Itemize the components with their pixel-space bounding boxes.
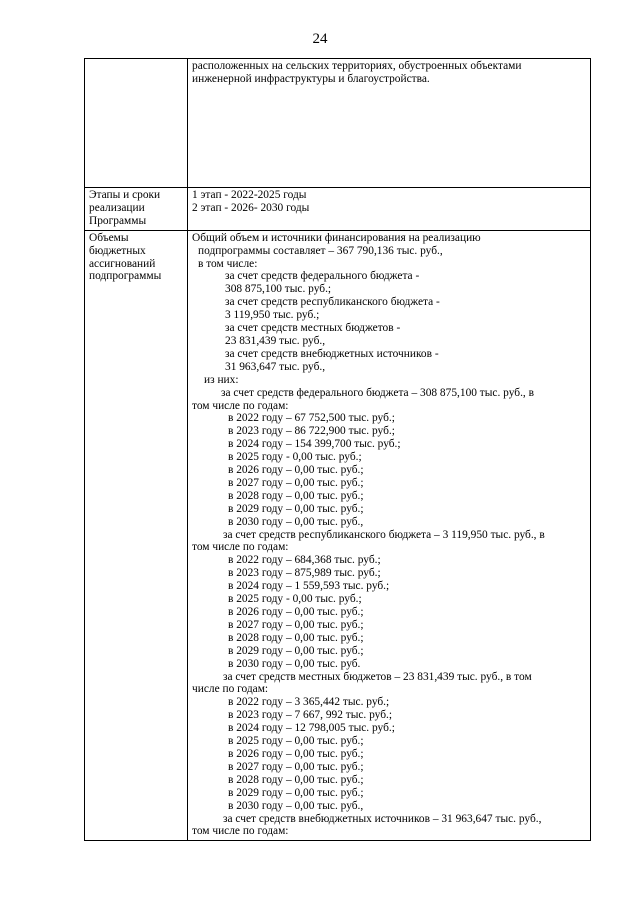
federal-header: за счет средств федерального бюджета – 308 875,100 тыс. руб., в xyxy=(221,386,534,399)
republican-year-line: в 2029 году – 0,00 тыс. руб.; xyxy=(228,644,364,657)
intro-line: в том числе: xyxy=(198,257,258,270)
stage-line: 1 этап - 2022-2025 годы xyxy=(192,189,307,201)
passport-table xyxy=(84,58,591,841)
content-line: расположенных на сельских территориях, обустроенных объектами xyxy=(192,60,522,72)
table-row-results xyxy=(85,59,591,188)
federal-header-cont: том числе по годам: xyxy=(192,399,289,412)
row-label: реализации xyxy=(89,201,145,214)
row-label: бюджетных xyxy=(89,244,146,257)
source-amount: 3 119,950 тыс. руб.; xyxy=(225,309,320,322)
row-label: Программы xyxy=(89,214,147,227)
republican-year-line: в 2025 году - 0,00 тыс. руб.; xyxy=(228,593,362,606)
row-label-cell xyxy=(85,188,188,231)
row-label: Этапы и сроки xyxy=(89,189,161,201)
local-year-line: в 2028 году – 0,00 тыс. руб.; xyxy=(228,773,364,786)
republican-header: за счет средств республиканского бюджета – 3 119,950 тыс. руб., в xyxy=(223,528,545,541)
local-year-line: в 2023 году – 7 667, 992 тыс. руб.; xyxy=(228,709,393,722)
source-amount: 23 831,439 тыс. руб., xyxy=(225,334,326,347)
local-year-line: в 2030 году – 0,00 тыс. руб., xyxy=(228,799,364,812)
local-header-cont: числе по годам: xyxy=(192,683,269,696)
content-line: инженерной инфраструктуры и благоустройства. xyxy=(192,72,430,85)
source-line: за счет средств федерального бюджета - xyxy=(225,270,420,283)
row-label-cell xyxy=(85,230,188,841)
republican-year-line: в 2030 году – 0,00 тыс. руб. xyxy=(228,657,361,670)
republican-year-line: в 2022 году – 684,368 тыс. руб.; xyxy=(228,554,381,567)
federal-year-line: в 2022 году – 67 752,500 тыс. руб.; xyxy=(228,412,395,425)
table-row-budget xyxy=(85,230,591,841)
row-label: Объемы xyxy=(89,231,129,244)
table-row-stages xyxy=(85,188,591,231)
local-year-line: в 2024 году – 12 798,005 тыс. руб.; xyxy=(228,722,395,735)
row-label-cell xyxy=(85,59,188,188)
intro-line: Общий объем и источники финансирования на реализацию xyxy=(192,231,481,244)
row-label: ассигнований xyxy=(89,257,156,270)
federal-year-line: в 2025 году - 0,00 тыс. руб.; xyxy=(228,451,362,464)
federal-year-line: в 2024 году – 154 399,700 тыс. руб.; xyxy=(228,438,401,451)
republican-header-cont: том числе по годам: xyxy=(192,541,289,554)
local-year-line: в 2025 году – 0,00 тыс. руб.; xyxy=(228,735,364,748)
source-amount: 308 875,100 тыс. руб.; xyxy=(225,283,332,296)
row-content-cell xyxy=(188,59,591,188)
federal-year-line: в 2030 году – 0,00 тыс. руб., xyxy=(228,515,364,528)
republican-year-line: в 2024 году – 1 559,593 тыс. руб.; xyxy=(228,580,390,593)
federal-year-line: в 2029 году – 0,00 тыс. руб.; xyxy=(228,502,364,515)
local-year-line: в 2026 году – 0,00 тыс. руб.; xyxy=(228,747,364,760)
republican-year-line: в 2026 году – 0,00 тыс. руб.; xyxy=(228,606,364,618)
federal-year-line: в 2023 году – 86 722,900 тыс. руб.; xyxy=(228,425,395,438)
republican-year-line: в 2023 году – 875,989 тыс. руб.; xyxy=(228,567,381,580)
row-content-cell xyxy=(188,188,591,231)
local-header: за счет средств местных бюджетов – 23 831,439 тыс. руб., в том xyxy=(223,670,532,683)
federal-year-line: в 2028 году – 0,00 тыс. руб.; xyxy=(228,489,364,502)
row-label: подпрограммы xyxy=(89,270,162,283)
federal-year-line: в 2027 году – 0,00 тыс. руб.; xyxy=(228,476,364,489)
republican-year-line: в 2028 году – 0,00 тыс. руб.; xyxy=(228,631,364,644)
local-year-line: в 2022 году – 3 365,442 тыс. руб.; xyxy=(228,696,390,709)
source-line: за счет средств внебюджетных источников - xyxy=(225,347,439,360)
extra-header-cont: том числе по годам: xyxy=(192,825,289,838)
local-year-line: в 2027 году – 0,00 тыс. руб.; xyxy=(228,760,364,773)
source-line: за счет средств местных бюджетов - xyxy=(225,322,401,335)
source-amount: 31 963,647 тыс. руб., xyxy=(225,360,326,373)
intro-line: подпрограммы составляет – 367 790,136 тыс. руб., xyxy=(198,244,443,257)
row-content-cell xyxy=(188,230,591,841)
federal-year-line: в 2026 году – 0,00 тыс. руб.; xyxy=(228,464,364,477)
extra-header: за счет средств внебюджетных источников – 31 963,647 тыс. руб., xyxy=(223,812,542,825)
stage-line: 2 этап - 2026- 2030 годы xyxy=(192,201,310,214)
source-line: за счет средств республиканского бюджета - xyxy=(225,296,440,309)
republican-year-line: в 2027 году – 0,00 тыс. руб.; xyxy=(228,618,364,631)
iz-nih-line: из них: xyxy=(204,373,239,386)
local-year-line: в 2029 году – 0,00 тыс. руб.; xyxy=(228,786,364,799)
page-number: 24 xyxy=(312,31,328,47)
